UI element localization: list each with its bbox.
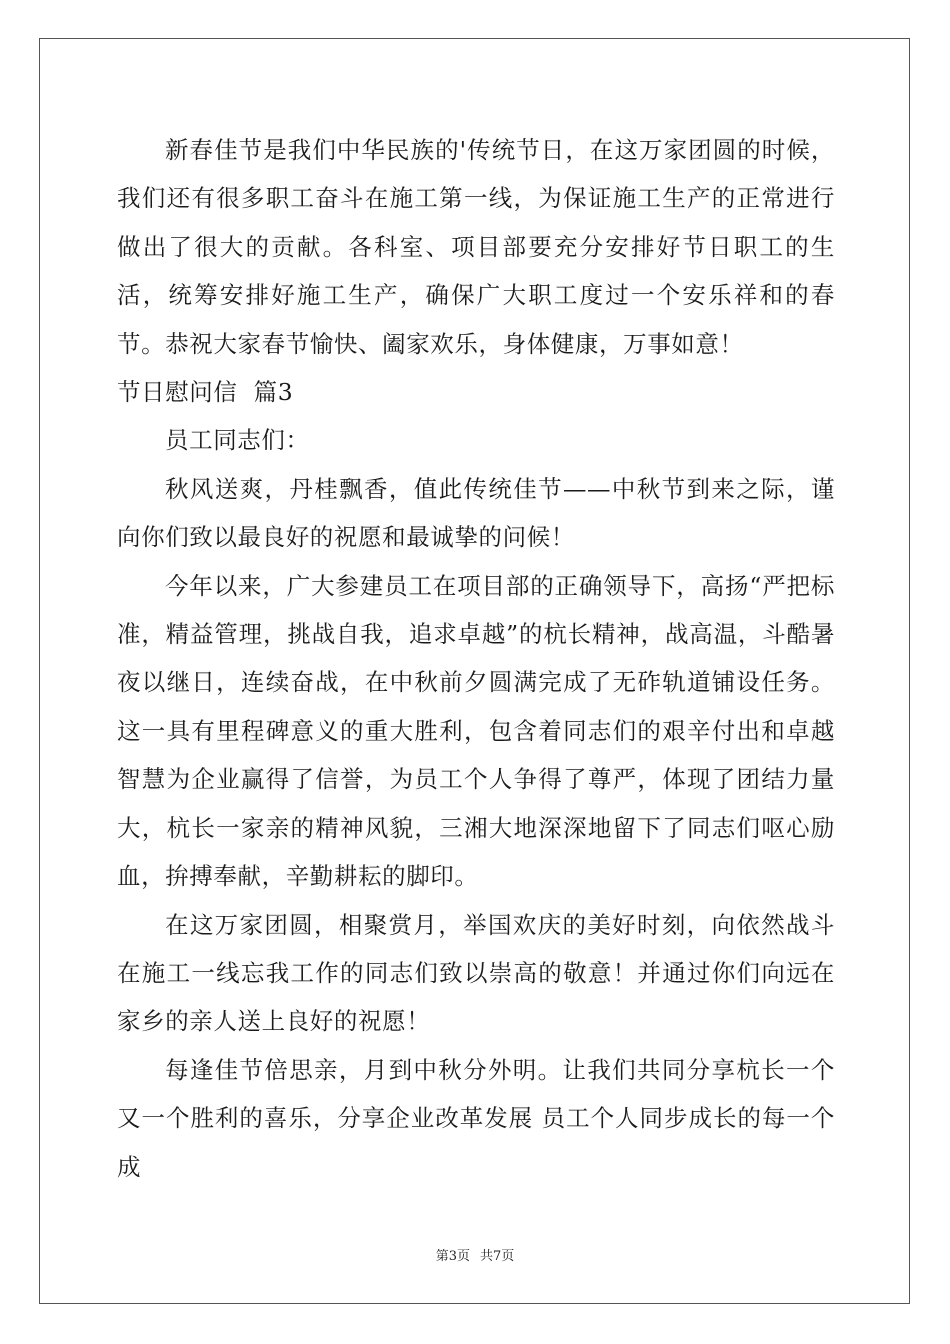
page-total: 共7页	[480, 1249, 515, 1264]
body-paragraph-4: 每逢佳节倍思亲，月到中秋分外明。让我们共同分享杭长一个又一个胜利的喜乐，分享企业改革发展 员工个人同步成长的每一个成	[117, 1055, 835, 1181]
page-number: 第3页	[435, 1249, 470, 1264]
document-body	[117, 126, 835, 1191]
salutation: 员工同志们：	[165, 426, 310, 455]
page-footer	[0, 1248, 950, 1266]
intro-paragraph: 新春佳节是我们中华民族的'传统节日，在这万家团圆的时候，我们还有很多职工奋斗在施工第一线，为保证施工生产的正常进行做出了很大的贡献。各科室、项目部要充分安排好节日职工的生活，统筹安排好施工生产，确保广大职工度过一个安乐祥和的春节。恭祝大家春节愉快、阖家欢乐，身体健康，万事如意！	[117, 136, 835, 358]
section-title: 节日慰问信 篇3	[117, 378, 294, 407]
body-paragraph-3: 在这万家团圆，相聚赏月，举国欢庆的美好时刻，向依然战斗在施工一线忘我工作的同志们致以崇高的敬意！并通过你们向远在家乡的亲人送上良好的祝愿！	[117, 910, 835, 1036]
body-paragraph-2: 今年以来，广大参建员工在项目部的正确领导下，高扬“严把标准，精益管理，挑战自我，追求卓越”的杭长精神，战高温，斗酷暑夜以继日，连续奋战，在中秋前夕圆满完成了无砟轨道铺设任务。这一具有里程碑意义的重大胜利，包含着同志们的艰辛付出和卓越智慧为企业赢得了信誉，为员工个人争得了尊严，体现了团结力量大，杭长一家亲的精神风貌，三湘大地深深地留下了同志们呕心励血，拚搏奉献，辛勤耕耘的脚印。	[117, 571, 835, 891]
body-paragraph-1: 秋风送爽，丹桂飘香，值此传统佳节——中秋节到来之际，谨向你们致以最良好的祝愿和最诚挚的问候！	[117, 474, 835, 552]
